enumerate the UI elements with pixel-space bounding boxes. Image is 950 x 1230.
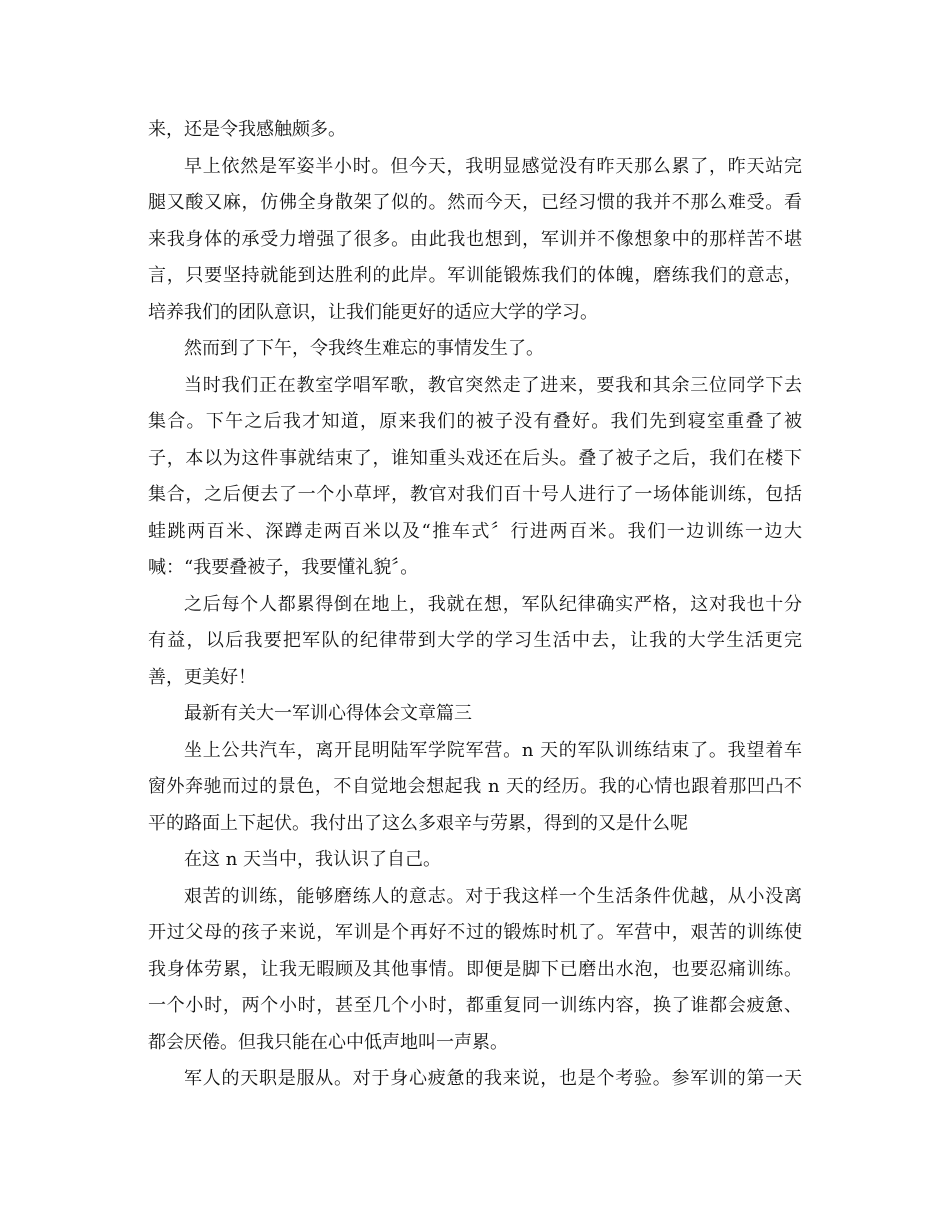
text-line: 善，更美好！ (148, 666, 256, 688)
text-line: 军人的天职是服从。对于身心疲惫的我来说，也是个考验。参军训的第一天 (184, 1068, 802, 1089)
text-line: 蛙跳两百米、深蹲走两百米以及“推车式〞行进两百米。我们一边训练一边大 (148, 520, 802, 542)
text-line: 平的路面上下起伏。我付出了这么多艰辛与劳累，得到的又是什么呢 (148, 812, 688, 834)
text-line: 开过父母的孩子来说，军训是个再好不过的锻炼时机了。军营中，艰苦的训练使 (148, 922, 802, 943)
text-line: 窗外奔驰而过的景色，不自觉地会想起我 n 天的经历。我的心情也跟着那凹凸不 (148, 776, 802, 797)
text-line: 当时我们正在教室学唱军歌，教官突然走了进来，要我和其余三位同学下去 (184, 374, 802, 396)
text-line: 一个小时，两个小时，甚至几个小时，都重复同一训练内容，换了谁都会疲惫、 (148, 995, 802, 1016)
text-line: 言，只要坚持就能到达胜利的此岸。军训能锻炼我们的体魄，磨练我们的意志， (148, 265, 802, 286)
text-line: 我身体劳累，让我无暇顾及其他事情。即便是脚下已磨出水泡，也要忍痛训练。 (148, 958, 802, 980)
text-line: 都会厌倦。但我只能在心中低声地叫一声累。 (148, 1031, 508, 1053)
text-line: 早上依然是军姿半小时。但今天，我明显感觉没有昨天那么累了，昨天站完 (184, 155, 802, 177)
text-line: 集合。下午之后我才知道，原来我们的被子没有叠好。我们先到寝室重叠了被 (148, 411, 802, 432)
text-line: 喊：“我要叠被子，我要懂礼貌〞。 (148, 557, 419, 578)
text-line: 集合，之后便去了一个小草坪，教官对我们百十号人进行了一场体能训练，包括 (148, 484, 802, 505)
text-line: 子，本以为这件事就结束了，谁知重头戏还在后头。叠了被子之后，我们在楼下 (148, 447, 802, 469)
text-line: 在这 n 天当中，我认识了自己。 (184, 849, 442, 870)
text-line: 坐上公共汽车，离开昆明陆军学院军营。n 天的军队训练结束了。我望着车 (184, 739, 802, 761)
section-heading: 最新有关大一军训心得体会文章篇三 (184, 703, 472, 724)
text-line: 艰苦的训练，能够磨练人的意志。对于我这样一个生活条件优越，从小没离 (184, 885, 802, 907)
text-line: 然而到了下午，令我终生难忘的事情发生了。 (184, 338, 544, 359)
text-line: 腿又酸又麻，仿佛全身散架了似的。然而今天，已经习惯的我并不那么难受。看 (148, 192, 802, 213)
text-line: 有益，以后我要把军队的纪律带到大学的学习生活中去，让我的大学生活更完 (148, 630, 802, 651)
text-line: 培养我们的团队意识，让我们能更好的适应大学的学习。 (148, 301, 598, 323)
text-line: 来我身体的承受力增强了很多。由此我也想到，军训并不像想象中的那样苦不堪 (148, 228, 802, 250)
text-line: 来，还是令我感触颇多。 (148, 119, 346, 140)
text-line: 之后每个人都累得倒在地上，我就在想，军队纪律确实严格，这对我也十分 (184, 593, 802, 615)
body-text (148, 112, 802, 1098)
